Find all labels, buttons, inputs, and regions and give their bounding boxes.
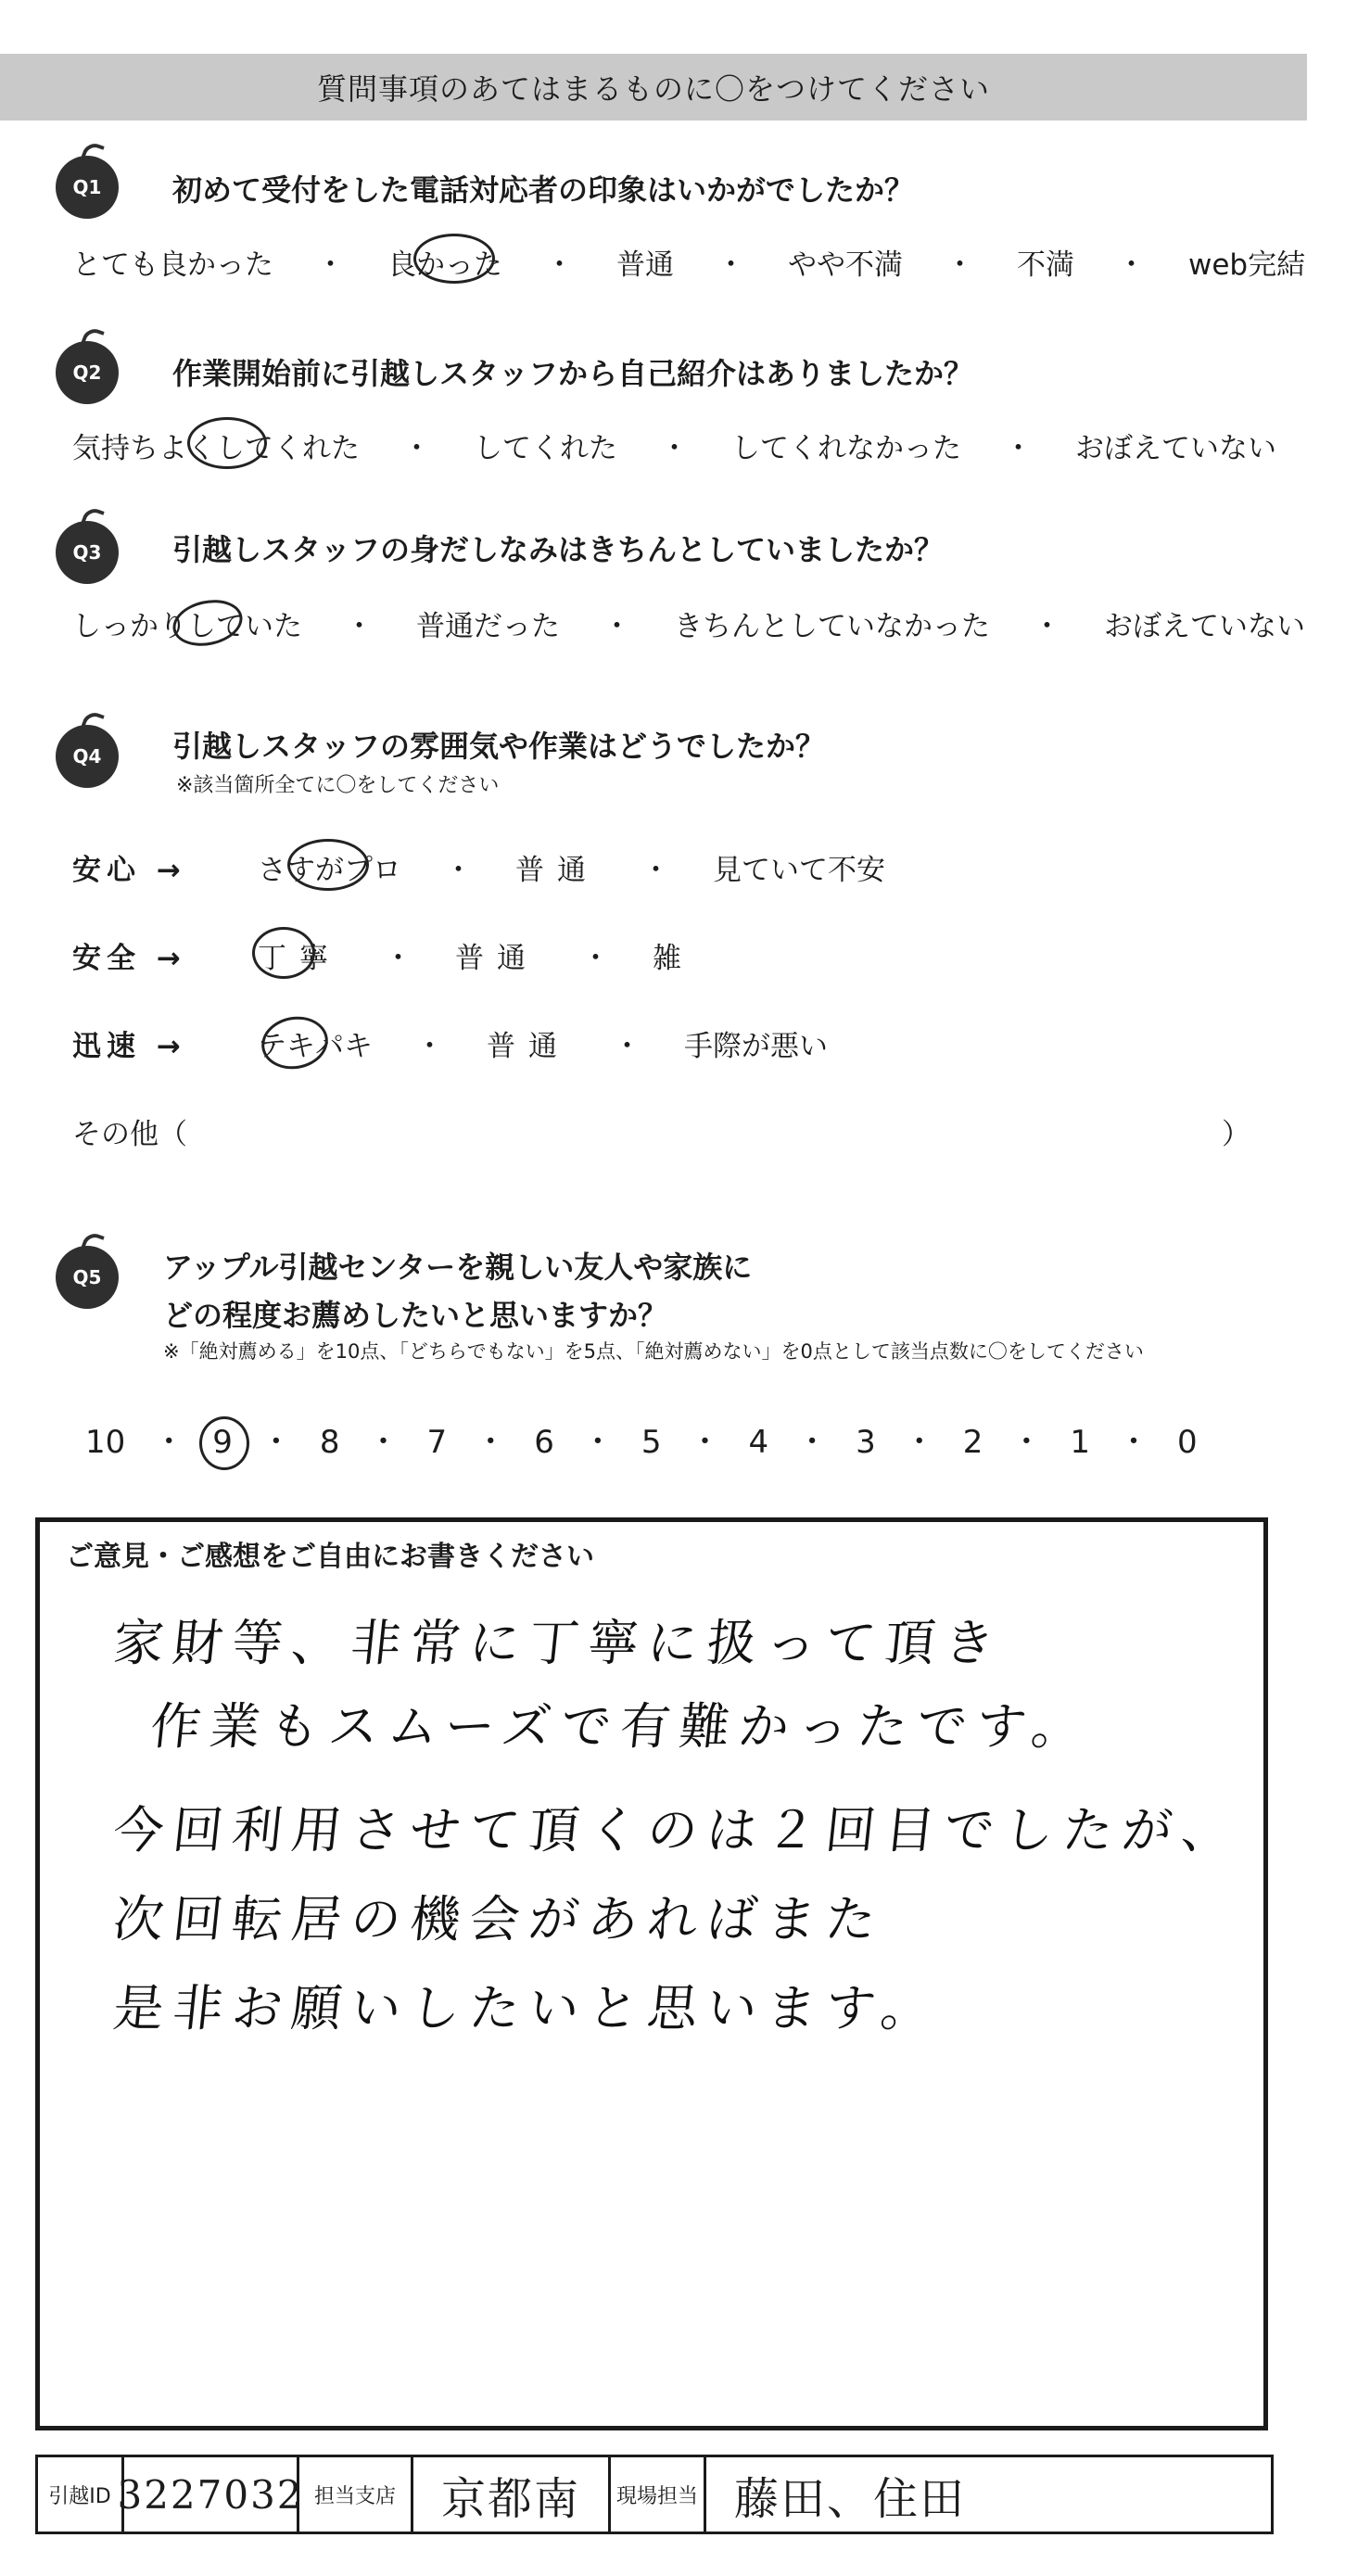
separator-dot: ・ xyxy=(796,1424,829,1461)
q1-question: 初めて受付をした電話対応者の印象はいかがでしたか？ xyxy=(172,172,915,208)
q5-badge: Q5 xyxy=(56,1246,119,1309)
instructions-header xyxy=(0,54,1307,121)
separator-dot: ・ xyxy=(581,942,610,975)
q5-note: ※「絶対薦める」を10点、「どちらでもない」を5点、「絶対薦めない」を0点として該当点数に〇をしてください xyxy=(163,1340,1144,1363)
q2-option[interactable]: してくれた xyxy=(474,432,617,465)
separator-dot: ・ xyxy=(260,1424,292,1461)
q2-badge: Q2 xyxy=(56,341,119,404)
move-id-value: 3227032 xyxy=(117,2471,304,2518)
q4-row-anzen xyxy=(258,934,681,976)
q2-question: 作業開始前に引越しスタッフから自己紹介はありましたか？ xyxy=(172,356,974,391)
staff-label-cell xyxy=(611,2457,706,2532)
q4-row-label: 安全 → xyxy=(72,942,186,975)
q4-option-selected[interactable]: テキパキ xyxy=(258,1022,373,1064)
score-option[interactable]: 10 xyxy=(85,1424,126,1461)
q5-scale xyxy=(85,1416,1198,1462)
q1-option[interactable]: 普通 xyxy=(616,248,674,282)
separator-dot: ・ xyxy=(903,1424,935,1461)
leaf-icon xyxy=(81,505,105,529)
separator-dot: ・ xyxy=(1004,432,1033,465)
comment-line: 作業もスムーズで有難かったです。 xyxy=(147,1697,1095,1756)
footer-info xyxy=(35,2455,1274,2534)
q4-row-jinsoku xyxy=(258,1022,828,1064)
q4-badge: Q4 xyxy=(56,725,119,788)
q5-question-line1: アップル引越センターを親しい友人や家族に xyxy=(163,1250,753,1285)
branch-cell[interactable] xyxy=(413,2457,611,2532)
q4-option[interactable]: 雑 xyxy=(653,942,681,975)
q4-note: ※該当箇所全てに〇をしてください xyxy=(176,774,500,797)
separator-dot: ・ xyxy=(717,248,745,282)
separator-dot: ・ xyxy=(945,248,974,282)
q4-option-selected[interactable]: さすがプロ xyxy=(258,846,401,888)
move-id-label: 引越ID xyxy=(48,2481,110,2509)
q1-option-selected[interactable]: 良かった xyxy=(387,241,502,283)
comment-line: 次回転居の機会があればまた xyxy=(110,1890,888,1948)
q2-option[interactable]: おぼえていない xyxy=(1075,432,1276,465)
separator-dot: ・ xyxy=(581,1424,614,1461)
q5-question-line2: どの程度お薦めしたいと思いますか？ xyxy=(163,1298,668,1333)
score-option[interactable]: 8 xyxy=(319,1424,340,1461)
q1-option[interactable]: やや不満 xyxy=(788,248,903,282)
q4-option[interactable]: 見ていて不安 xyxy=(713,854,885,887)
separator-dot: ・ xyxy=(475,1424,507,1461)
score-option[interactable]: 0 xyxy=(1177,1424,1198,1461)
q1-option[interactable]: web完結 xyxy=(1188,248,1306,282)
separator-dot: ・ xyxy=(444,854,473,887)
q4-row-anshin xyxy=(258,846,885,888)
separator-dot: ・ xyxy=(689,1424,721,1461)
q4-row-label: 迅速 → xyxy=(72,1030,186,1063)
score-option[interactable]: 2 xyxy=(962,1424,983,1461)
staff-label: 現場担当 xyxy=(616,2481,698,2509)
q3-question: 引越しスタッフの身だしなみはきちんとしていましたか？ xyxy=(172,532,945,567)
q3-option[interactable]: 普通だった xyxy=(416,610,560,643)
separator-dot: ・ xyxy=(1033,610,1061,643)
q4-row-label: 安心 → xyxy=(72,854,186,887)
separator-dot: ・ xyxy=(660,432,689,465)
separator-dot: ・ xyxy=(316,248,345,282)
comments-box[interactable] xyxy=(35,1517,1268,2430)
q3-option[interactable]: おぼえていない xyxy=(1104,610,1305,643)
q3-badge: Q3 xyxy=(56,521,119,584)
separator-dot: ・ xyxy=(402,432,431,465)
staff-cell[interactable] xyxy=(706,2457,1271,2532)
move-id-label-cell xyxy=(38,2457,124,2532)
q4-option[interactable]: 普通 xyxy=(487,1030,570,1063)
q4-option[interactable]: 普通 xyxy=(515,854,599,887)
branch-value: 京都南 xyxy=(440,2472,580,2525)
score-option[interactable]: 4 xyxy=(748,1424,769,1461)
q4-option[interactable]: 手際が悪い xyxy=(684,1030,828,1063)
comment-line: 今回利用させて頂くのは２回目でしたが、 xyxy=(110,1801,1244,1859)
score-option[interactable]: 3 xyxy=(856,1424,876,1461)
branch-label-cell xyxy=(299,2457,413,2532)
score-option-selected[interactable]: 9 xyxy=(212,1424,233,1461)
separator-dot: ・ xyxy=(545,248,574,282)
separator-dot: ・ xyxy=(1010,1424,1043,1461)
separator-dot: ・ xyxy=(1118,1424,1150,1461)
comments-label: ご意見・ご感想をご自由にお書きください xyxy=(66,1541,594,1573)
q3-options xyxy=(72,603,1305,644)
q4-question: 引越しスタッフの雰囲気や作業はどうでしたか？ xyxy=(172,729,826,764)
separator-dot: ・ xyxy=(153,1424,185,1461)
separator-dot: ・ xyxy=(415,1030,444,1063)
score-option[interactable]: 6 xyxy=(534,1424,554,1461)
q2-options xyxy=(72,425,1276,466)
branch-label: 担当支店 xyxy=(314,2481,396,2509)
separator-dot: ・ xyxy=(603,610,631,643)
q1-options xyxy=(72,241,1305,283)
q3-option-selected[interactable]: しっかりしていた xyxy=(72,603,302,644)
leaf-icon xyxy=(81,325,105,349)
q3-option[interactable]: きちんとしていなかった xyxy=(674,610,990,643)
leaf-icon xyxy=(81,709,105,733)
q4-option[interactable]: 普通 xyxy=(455,942,539,975)
separator-dot: ・ xyxy=(641,854,670,887)
score-option[interactable]: 7 xyxy=(426,1424,448,1461)
score-option[interactable]: 1 xyxy=(1070,1424,1091,1461)
q1-option[interactable]: とても良かった xyxy=(72,248,273,282)
score-option[interactable]: 5 xyxy=(641,1424,662,1461)
move-id-cell[interactable] xyxy=(117,2457,304,2532)
leaf-icon xyxy=(81,1230,105,1254)
instructions-title: 質問事項のあてはまるものに〇をつけてください xyxy=(316,71,990,107)
q4-option-selected[interactable]: 丁寧 xyxy=(258,934,341,976)
separator-dot: ・ xyxy=(367,1424,400,1461)
staff-value: 藤田、住田 xyxy=(734,2472,967,2525)
q1-badge: Q1 xyxy=(56,156,119,219)
separator-dot: ・ xyxy=(345,610,374,643)
comment-line: 家財等、非常に丁寧に扱って頂き xyxy=(110,1614,1007,1672)
q2-option-selected[interactable]: 気持ちよくしてくれた xyxy=(72,425,360,466)
q4-other-label: その他（ xyxy=(72,1118,187,1151)
q1-option[interactable]: 不満 xyxy=(1017,248,1074,282)
q2-option[interactable]: してくれなかった xyxy=(731,432,961,465)
separator-dot: ・ xyxy=(613,1030,641,1063)
comment-line: 是非お願いしたいと思います。 xyxy=(110,1979,944,2037)
separator-dot: ・ xyxy=(384,942,412,975)
leaf-icon xyxy=(81,140,105,164)
q4-other-close: ） xyxy=(1222,1118,1250,1151)
separator-dot: ・ xyxy=(1117,248,1146,282)
